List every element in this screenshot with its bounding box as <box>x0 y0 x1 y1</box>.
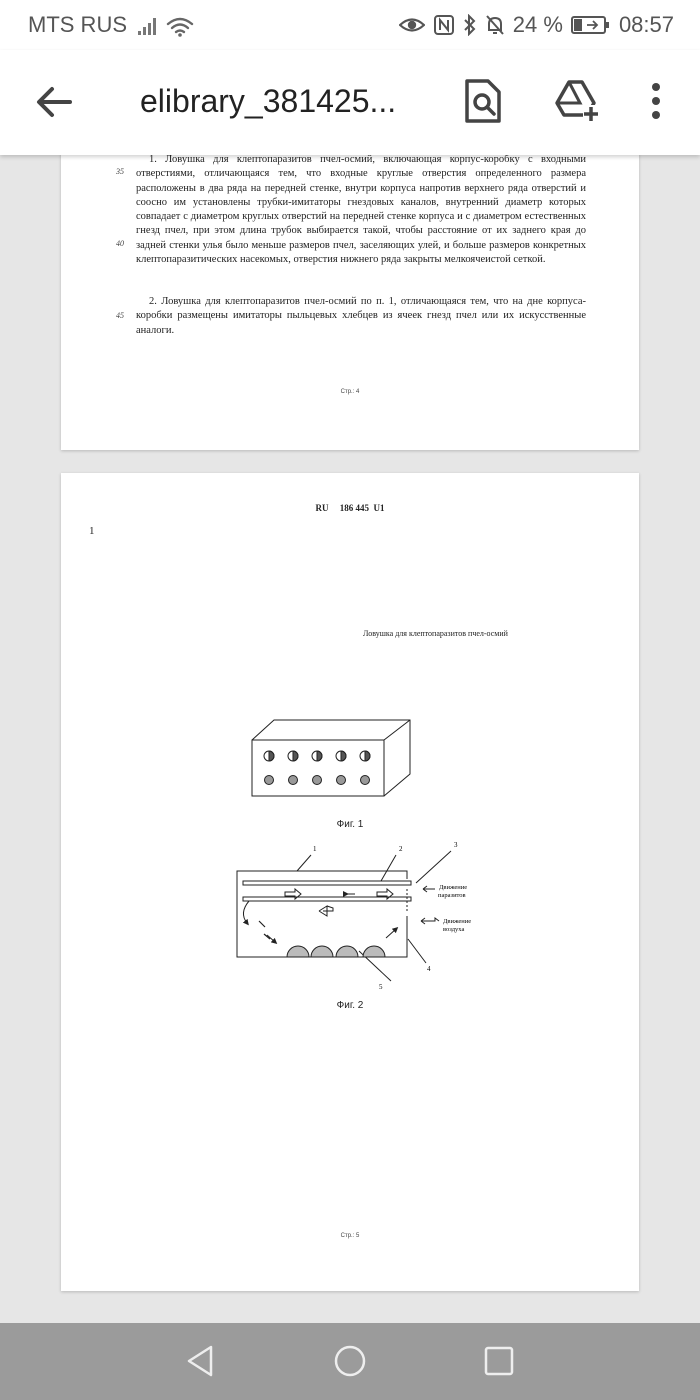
app-bar <box>0 50 700 155</box>
add-to-drive-icon <box>554 78 600 124</box>
bluetooth-icon <box>463 14 477 36</box>
bottom-row-mesh-holes <box>265 776 370 785</box>
callout-2: 2 <box>399 845 403 853</box>
line-number: 45 <box>116 311 124 320</box>
nav-recents-button[interactable] <box>482 1343 516 1384</box>
parasites-label-line2: паразитов <box>438 892 466 899</box>
recents-square-icon <box>482 1343 516 1379</box>
home-circle-icon <box>332 1343 368 1379</box>
document-title: elibrary_381425... <box>140 83 397 119</box>
figure-1-drawing <box>249 717 413 804</box>
pdf-viewer[interactable] <box>0 155 700 1323</box>
callout-5: 5 <box>379 983 383 989</box>
system-nav-bar <box>0 1323 700 1400</box>
battery-icon <box>571 14 611 36</box>
sheet-number: 1 <box>89 525 95 537</box>
eye-comfort-icon <box>399 14 425 36</box>
search-document-icon <box>462 78 504 124</box>
more-vert-icon <box>646 78 666 124</box>
air-label-line2: воздуха <box>443 926 465 933</box>
claim-2-text: 2. Ловушка для клептопаразитов пчел-осмий по п. 1, отличающаяся тем, что на дне корпуса-коробки размещены имитаторы пыльцевых хлебцев из ячеек гнезд пчел или их искусственные аналоги. <box>136 296 586 336</box>
back-arrow-icon <box>32 80 76 124</box>
battery-percent: 24 % <box>512 12 563 37</box>
callout-1: 1 <box>313 845 317 853</box>
pdf-page-5 <box>61 473 639 1291</box>
back-button[interactable] <box>32 80 76 129</box>
more-options-button[interactable] <box>646 78 666 129</box>
signal-wifi-icons <box>136 14 198 44</box>
add-to-drive-button[interactable] <box>554 78 600 129</box>
nfc-icon <box>433 14 455 36</box>
nav-home-button[interactable] <box>332 1343 368 1384</box>
bell-off-icon <box>485 14 505 36</box>
wifi-icon <box>168 19 192 32</box>
top-row-holes <box>264 751 370 761</box>
figure-2-label: Фиг. 2 <box>336 1000 364 1011</box>
pollen-bread-imitators <box>287 946 385 957</box>
page-number: Стр.: 5 <box>340 1233 360 1239</box>
back-triangle-icon <box>184 1343 216 1379</box>
callout-4: 4 <box>427 965 431 973</box>
signal-icon <box>138 18 156 35</box>
carrier-name: MTS RUS <box>28 12 127 37</box>
parasites-label-line1: Движение <box>439 884 468 891</box>
line-number: 40 <box>116 239 124 248</box>
figure-2-drawing <box>231 839 481 994</box>
figure-1-label: Фиг. 1 <box>336 819 364 830</box>
drawing-caption: Ловушка для клептопаразитов пчел-осмий <box>363 629 508 638</box>
patent-header: RU 186 445 U1 <box>315 503 385 513</box>
find-in-document-button[interactable] <box>462 78 504 129</box>
clock: 08:57 <box>618 12 674 37</box>
status-icons <box>399 12 674 38</box>
status-bar <box>0 0 700 50</box>
callout-3: 3 <box>454 841 458 849</box>
claim-1-text: 1. Ловушка для клептопаразитов пчел-осмий, включающая корпус-коробку с входными отверстиями, отличающаяся тем, что входные круглые отверстия определенного размера расположены в два ряда на передней стенке, внутри корпуса напротив верхнего ряда отверстий и соосно им установлены трубки-имитаторы гнездовых каналов, внутренний диаметр которых совпадает с диаметром круглых отверстий на передней стенке корпуса и с диаметром естественных гнезд пчел, при этом длина трубок выбирается такой, чтобы расстояние от их заднего края до задней стенки улья было меньше размеров пчел, заселяющих улей, и больше размеров конкретных клептопаразитических насекомых, отверстия нижнего ряда закрыты мелкоячеистой сеткой. <box>136 155 586 266</box>
line-number: 35 <box>116 167 124 176</box>
air-label-line1: Движение <box>443 918 472 925</box>
nav-back-button[interactable] <box>184 1343 216 1384</box>
pdf-page-4 <box>61 155 639 450</box>
page-number: Стр.: 4 <box>340 389 360 395</box>
